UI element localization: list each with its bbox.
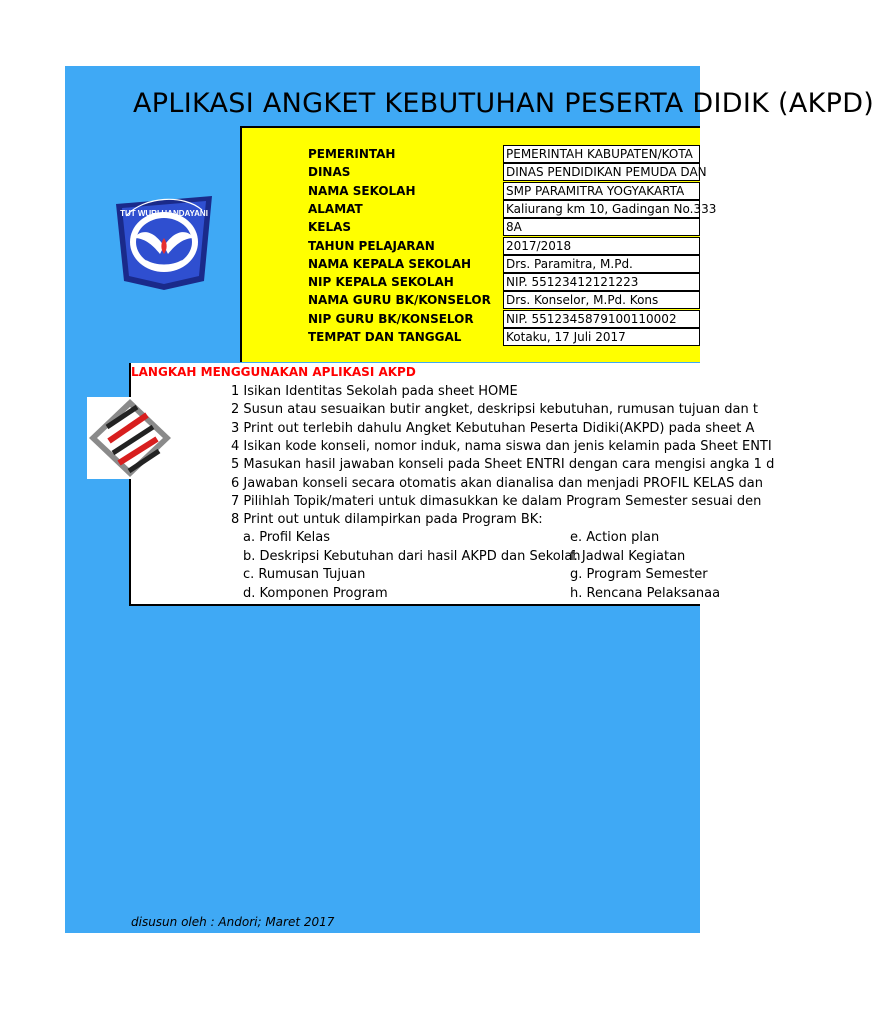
step-item: 2 Susun atau sesuaikan butir angket, deskripsi kebutuhan, rumusan tujuan dan t — [231, 402, 758, 417]
step-item: 8 Print out untuk dilampirkan pada Program BK: — [231, 512, 543, 527]
identity-label: NIP KEPALA SEKOLAH — [308, 275, 454, 289]
app-title: APLIKASI ANGKET KEBUTUHAN PESERTA DIDIK (AKPD) — [133, 88, 874, 119]
attachment-item: a. Profil Kelas — [243, 530, 331, 545]
identity-value-cell[interactable]: NIP. 55123412121223 — [503, 273, 700, 291]
attachment-item: d. Komponen Program — [243, 586, 388, 601]
attachment-item: c. Rumusan Tujuan — [243, 567, 366, 582]
identity-value-cell[interactable]: Kotaku, 17 Juli 2017 — [503, 328, 700, 346]
identity-value-cell[interactable]: SMP PARAMITRA YOGYAKARTA — [503, 182, 700, 200]
identity-label: NAMA GURU BK/KONSELOR — [308, 293, 491, 307]
tut-wuri-handayani-logo-icon — [104, 186, 224, 296]
step-item: 4 Isikan kode konseli, nomor induk, nama siswa dan jenis kelamin pada Sheet ENTI — [231, 439, 772, 454]
identity-value-cell[interactable]: Kaliurang km 10, Gadingan No.333 — [503, 200, 700, 218]
step-item: 6 Jawaban konseli secara otomatis akan dianalisa dan menjadi PROFIL KELAS dan — [231, 476, 763, 491]
steps-title: LANGKAH MENGGUNAKAN APLIKASI AKPD — [131, 365, 416, 379]
identity-label: PEMERINTAH — [308, 147, 396, 161]
identity-value-cell[interactable]: DINAS PENDIDIKAN PEMUDA DAN — [503, 163, 700, 181]
identity-label: TAHUN PELAJARAN — [308, 239, 435, 253]
step-item: 3 Print out terlebih dahulu Angket Kebutuhan Peserta Didiki(AKPD) pada sheet A — [231, 421, 755, 436]
step-item: 7 Pilihlah Topik/materi untuk dimasukkan ke dalam Program Semester sesuai den — [231, 494, 762, 509]
identity-label: DINAS — [308, 165, 351, 179]
attachment-item: h. Rencana Pelaksanaa — [570, 586, 721, 601]
identity-value-cell[interactable]: PEMERINTAH KABUPATEN/KOTA — [503, 145, 700, 163]
attachment-item: e. Action plan — [570, 530, 660, 545]
identity-value-cell[interactable]: NIP. 5512345879100110002 — [503, 310, 700, 328]
logo-text: TUT WURI HANDAYANI — [120, 209, 208, 218]
attachment-item: g. Program Semester — [570, 567, 708, 582]
author-footer: disusun oleh : Andori; Maret 2017 — [131, 915, 335, 929]
attachment-item: f. Jadwal Kegiatan — [570, 549, 686, 564]
identity-label: NIP GURU BK/KONSELOR — [308, 312, 474, 326]
identity-value-cell[interactable]: 2017/2018 — [503, 237, 700, 255]
identity-value-cell[interactable]: Drs. Konselor, M.Pd. Kons — [503, 291, 700, 309]
diamond-logo-icon — [87, 397, 173, 479]
identity-label: ALAMAT — [308, 202, 363, 216]
step-item: 5 Masukan hasil jawaban konseli pada Sheet ENTRI dengan cara mengisi angka 1 d — [231, 457, 775, 472]
attachment-item: b. Deskripsi Kebutuhan dari hasil AKPD dan Sekolah — [243, 549, 581, 564]
identity-label: NAMA SEKOLAH — [308, 184, 416, 198]
step-item: 1 Isikan Identitas Sekolah pada sheet HOME — [231, 384, 518, 399]
identity-value-cell[interactable]: 8A — [503, 218, 700, 236]
identity-label: KELAS — [308, 220, 352, 234]
identity-label: NAMA KEPALA SEKOLAH — [308, 257, 472, 271]
identity-label: TEMPAT DAN TANGGAL — [308, 330, 462, 344]
identity-value-cell[interactable]: Drs. Paramitra, M.Pd. — [503, 255, 700, 273]
